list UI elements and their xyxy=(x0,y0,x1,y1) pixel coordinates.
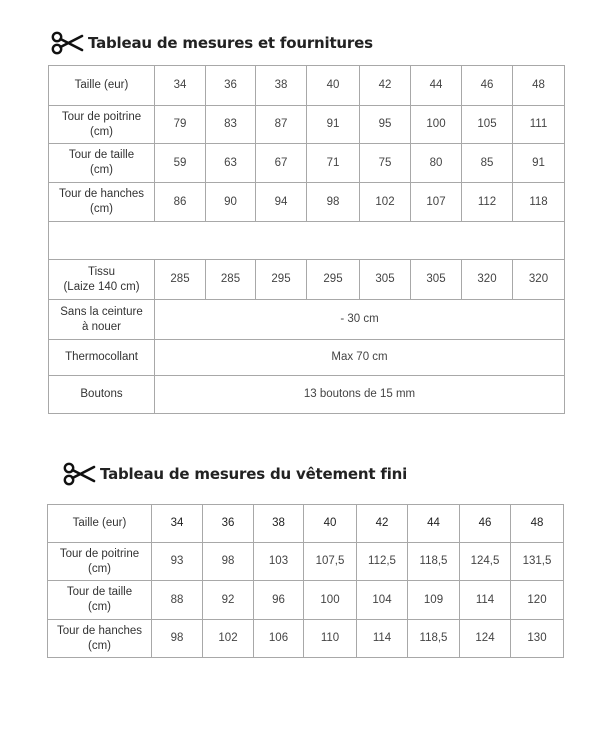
size-cell: 42 xyxy=(360,66,411,106)
size-cell: 34 xyxy=(155,66,206,106)
value-cell: 120 xyxy=(511,581,564,620)
row-label: Tour de poitrine (cm) xyxy=(49,106,155,144)
fabric-row xyxy=(49,260,565,300)
value-cell: 90 xyxy=(206,183,256,222)
size-cell: 44 xyxy=(408,505,460,543)
row-label: Tour de taille (cm) xyxy=(49,144,155,183)
value-cell: 104 xyxy=(357,581,408,620)
value-cell: 131,5 xyxy=(511,543,564,581)
size-label: Taille (eur) xyxy=(48,505,152,543)
value-cell: 86 xyxy=(155,183,206,222)
value-cell: 94 xyxy=(256,183,307,222)
row-label: Tour de poitrine (cm) xyxy=(48,543,152,581)
belt-value: - 30 cm xyxy=(155,300,565,340)
value-cell: 305 xyxy=(360,260,411,300)
value-cell: 80 xyxy=(411,144,462,183)
value-cell: 98 xyxy=(307,183,360,222)
value-cell: 118,5 xyxy=(408,543,460,581)
value-cell: 91 xyxy=(513,144,565,183)
scissors-icon xyxy=(62,462,96,486)
value-cell: 320 xyxy=(513,260,565,300)
value-cell: 111 xyxy=(513,106,565,144)
value-cell: 114 xyxy=(357,620,408,658)
table1-heading xyxy=(50,31,373,55)
table2-heading xyxy=(62,462,407,486)
buttons-label: Boutons xyxy=(49,376,155,414)
waist-row xyxy=(49,144,565,183)
value-cell: 320 xyxy=(462,260,513,300)
value-cell: 95 xyxy=(360,106,411,144)
row-label: Sans la ceinture à nouer xyxy=(49,300,155,340)
value-cell: 88 xyxy=(152,581,203,620)
value-cell: 91 xyxy=(307,106,360,144)
size-cell: 36 xyxy=(206,66,256,106)
value-cell: 295 xyxy=(256,260,307,300)
row-label: Tour de hanches (cm) xyxy=(48,620,152,658)
value-cell: 85 xyxy=(462,144,513,183)
hips-row xyxy=(48,620,564,658)
value-cell: 110 xyxy=(304,620,357,658)
value-cell: 295 xyxy=(307,260,360,300)
value-cell: 93 xyxy=(152,543,203,581)
measurements-supplies-table xyxy=(48,65,565,414)
value-cell: 112,5 xyxy=(357,543,408,581)
value-cell: 71 xyxy=(307,144,360,183)
size-cell: 48 xyxy=(511,505,564,543)
size-cell: 34 xyxy=(152,505,203,543)
size-cell: 40 xyxy=(304,505,357,543)
buttons-row xyxy=(49,376,565,414)
value-cell: 107 xyxy=(411,183,462,222)
value-cell: 98 xyxy=(203,543,254,581)
size-cell: 36 xyxy=(203,505,254,543)
size-cell: 44 xyxy=(411,66,462,106)
value-cell: 124,5 xyxy=(460,543,511,581)
row-label: Tissu (Laize 140 cm) xyxy=(49,260,155,300)
value-cell: 103 xyxy=(254,543,304,581)
value-cell: 63 xyxy=(206,144,256,183)
spacer-row xyxy=(49,222,565,260)
size-cell: 46 xyxy=(462,66,513,106)
size-cell: 38 xyxy=(256,66,307,106)
size-row xyxy=(49,66,565,106)
size-cell: 48 xyxy=(513,66,565,106)
value-cell: 96 xyxy=(254,581,304,620)
value-cell: 75 xyxy=(360,144,411,183)
value-cell: 130 xyxy=(511,620,564,658)
size-cell: 46 xyxy=(460,505,511,543)
value-cell: 124 xyxy=(460,620,511,658)
chest-row xyxy=(48,543,564,581)
value-cell: 305 xyxy=(411,260,462,300)
size-cell: 42 xyxy=(357,505,408,543)
row-label: Tour de taille (cm) xyxy=(48,581,152,620)
value-cell: 79 xyxy=(155,106,206,144)
value-cell: 109 xyxy=(408,581,460,620)
size-label: Taille (eur) xyxy=(49,66,155,106)
value-cell: 102 xyxy=(360,183,411,222)
value-cell: 100 xyxy=(411,106,462,144)
empty-cell xyxy=(49,222,565,260)
value-cell: 285 xyxy=(206,260,256,300)
row-label: Tour de hanches (cm) xyxy=(49,183,155,222)
scissors-icon xyxy=(50,31,84,55)
size-row xyxy=(48,505,564,543)
value-cell: 87 xyxy=(256,106,307,144)
value-cell: 102 xyxy=(203,620,254,658)
chest-row xyxy=(49,106,565,144)
value-cell: 112 xyxy=(462,183,513,222)
value-cell: 100 xyxy=(304,581,357,620)
value-cell: 107,5 xyxy=(304,543,357,581)
value-cell: 105 xyxy=(462,106,513,144)
value-cell: 59 xyxy=(155,144,206,183)
value-cell: 114 xyxy=(460,581,511,620)
value-cell: 118 xyxy=(513,183,565,222)
hips-row xyxy=(49,183,565,222)
value-cell: 67 xyxy=(256,144,307,183)
interfacing-row xyxy=(49,340,565,376)
value-cell: 92 xyxy=(203,581,254,620)
waist-row xyxy=(48,581,564,620)
value-cell: 83 xyxy=(206,106,256,144)
interfacing-value: Max 70 cm xyxy=(155,340,565,376)
table1-title: Tableau de mesures et fournitures xyxy=(88,34,373,52)
interfacing-label: Thermocollant xyxy=(49,340,155,376)
finished-garment-table xyxy=(47,504,564,658)
belt-row xyxy=(49,300,565,340)
value-cell: 118,5 xyxy=(408,620,460,658)
value-cell: 98 xyxy=(152,620,203,658)
value-cell: 285 xyxy=(155,260,206,300)
size-cell: 38 xyxy=(254,505,304,543)
value-cell: 106 xyxy=(254,620,304,658)
size-cell: 40 xyxy=(307,66,360,106)
table2-title: Tableau de mesures du vêtement fini xyxy=(100,465,408,483)
buttons-value: 13 boutons de 15 mm xyxy=(155,376,565,414)
